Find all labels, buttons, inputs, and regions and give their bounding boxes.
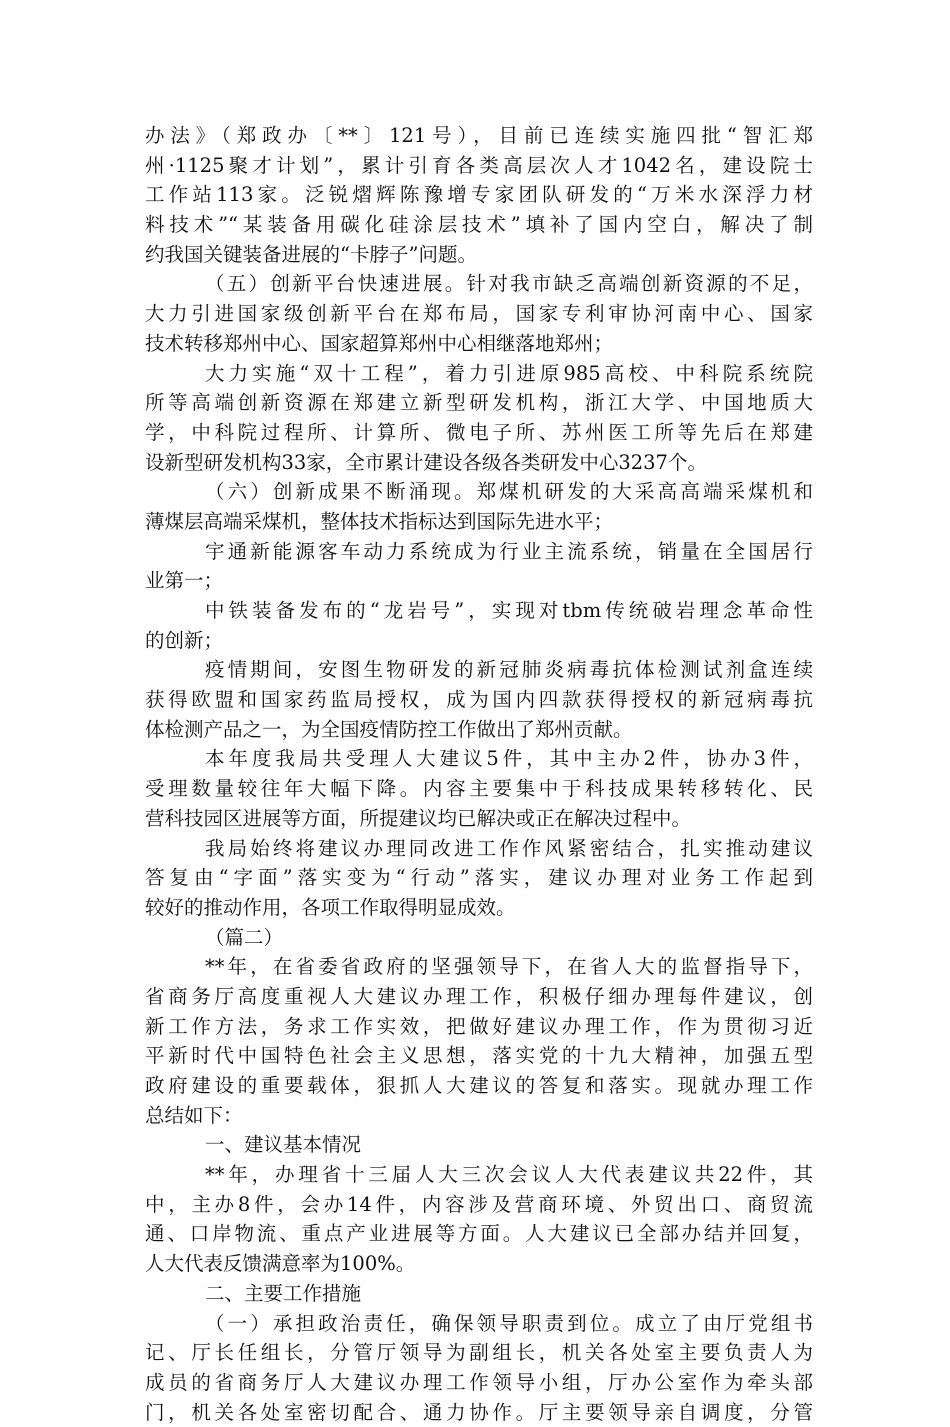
- text-line: 较好的推动作用，各项工作取得明显成效。: [145, 895, 516, 919]
- document-body: [145, 121, 813, 1427]
- text-line: 受理数量较往年大幅下降。内容主要集中于科技成果转移转化、民: [145, 777, 813, 801]
- text-line: 通、口岸物流、重点产业进展等方面。人大建议已全部办结并回复，: [145, 1222, 813, 1246]
- text-line: 薄煤层高端采煤机，整体技术指标达到国际先进水平；: [145, 509, 614, 533]
- text-line: 省商务厅高度重视人大建议办理工作，积极仔细办理每件建议，创: [145, 984, 813, 1008]
- text-line: 平新时代中国特色社会主义思想，落实党的十九大精神，加强五型: [145, 1044, 813, 1068]
- text-line: 设新型研发机构33家，全市累计建设各级各类研发中心3237个。: [145, 450, 707, 474]
- text-line: 州·1125聚才计划”，累计引育各类高层次人才1042名，建设院士: [145, 153, 813, 177]
- text-line: （五）创新平台快速进展。针对我市缺乏高端创新资源的不足，: [205, 272, 813, 296]
- text-line: 工作站113家。泛锐熠辉陈豫增专家团队研发的“万米水深浮力材: [145, 183, 813, 207]
- text-line: 总结如下：: [145, 1103, 243, 1127]
- text-line: 本年度我局共受理人大建议5件，其中主办2件，协办3件，: [205, 747, 813, 771]
- text-line: 记、厅长任组长，分管厅领导为副组长，机关各处室主要负责人为: [145, 1341, 813, 1365]
- text-line: 料技术”“某装备用碳化硅涂层技术”填补了国内空白，解决了制: [145, 213, 813, 237]
- text-line: 一、建议基本情况: [205, 1133, 362, 1157]
- text-line: （一）承担政治责任，确保领导职责到位。成立了由厅党组书: [205, 1311, 813, 1335]
- text-line: 业第一；: [145, 569, 224, 593]
- text-line: 技术转移郑州中心、国家超算郑州中心相继落地郑州；: [145, 331, 614, 355]
- text-line: 宇通新能源客车动力系统成为行业主流系统，销量在全国居行: [205, 539, 813, 563]
- text-line: 我局始终将建议办理同改进工作作风紧密结合，扎实推动建议: [205, 836, 813, 860]
- text-line: 获得欧盟和国家药监局授权，成为国内四款获得授权的新冠病毒抗: [145, 688, 813, 712]
- text-line: 新工作方法，务求工作实效，把做好建议办理工作，作为贯彻习近: [145, 1014, 813, 1038]
- text-line: 二、主要工作措施: [205, 1281, 362, 1305]
- text-line: 营科技园区进展等方面，所提建议均已解决或正在解决过程中。: [145, 806, 692, 830]
- text-line: 门，机关各处室密切配合、通力协作。厅主要领导亲自调度，分管: [145, 1400, 813, 1424]
- text-line: 政府建设的重要载体，狠抓人大建议的答复和落实。现就办理工作: [145, 1074, 813, 1097]
- text-line: 中铁装备发布的“龙岩号”，实现对tbm传统破岩理念革命性: [205, 599, 813, 622]
- text-line: 疫情期间，安图生物研发的新冠肺炎病毒抗体检测试剂盒连续: [205, 658, 813, 682]
- text-line: 成员的省商务厅人大建议办理工作领导小组，厅办公室作为牵头部: [145, 1370, 813, 1394]
- text-line: 所等高端创新资源在郑建立新型研发机构，浙江大学、中国地质大: [145, 391, 813, 415]
- text-line: 大力实施“双十工程”，着力引进原985高校、中科院系统院: [205, 361, 813, 385]
- text-line: **年，在省委省政府的坚强领导下，在省人大的监督指导下，: [205, 955, 813, 979]
- text-line: 学，中科院过程所、计算所、微电子所、苏州医工所等先后在郑建: [145, 420, 813, 444]
- text-line: **年，办理省十三届人大三次会议人大代表建议共22件，其: [205, 1163, 813, 1187]
- text-line: （篇二）: [205, 925, 284, 949]
- text-line: 约我国关键装备进展的“卡脖子”问题。: [145, 242, 477, 266]
- text-line: （六）创新成果不断涌现。郑煤机研发的大采高高端采煤机和: [205, 480, 813, 504]
- text-line: 办法》（郑政办〔**〕121号），目前已连续实施四批“智汇郑: [145, 124, 813, 147]
- text-line: 体检测产品之一，为全国疫情防控工作做出了郑州贡献。: [145, 717, 633, 741]
- text-line: 的创新；: [145, 628, 224, 652]
- text-line: 大力引进国家级创新平台在郑布局，国家专利审协河南中心、国家: [145, 302, 813, 326]
- text-line: 人大代表反馈满意率为100%。: [145, 1252, 416, 1276]
- text-line: 中，主办8件，会办14件，内容涉及营商环境、外贸出口、商贸流: [145, 1192, 813, 1216]
- text-line: 答复由“字面”落实变为“行动”落实，建议办理对业务工作起到: [145, 866, 813, 890]
